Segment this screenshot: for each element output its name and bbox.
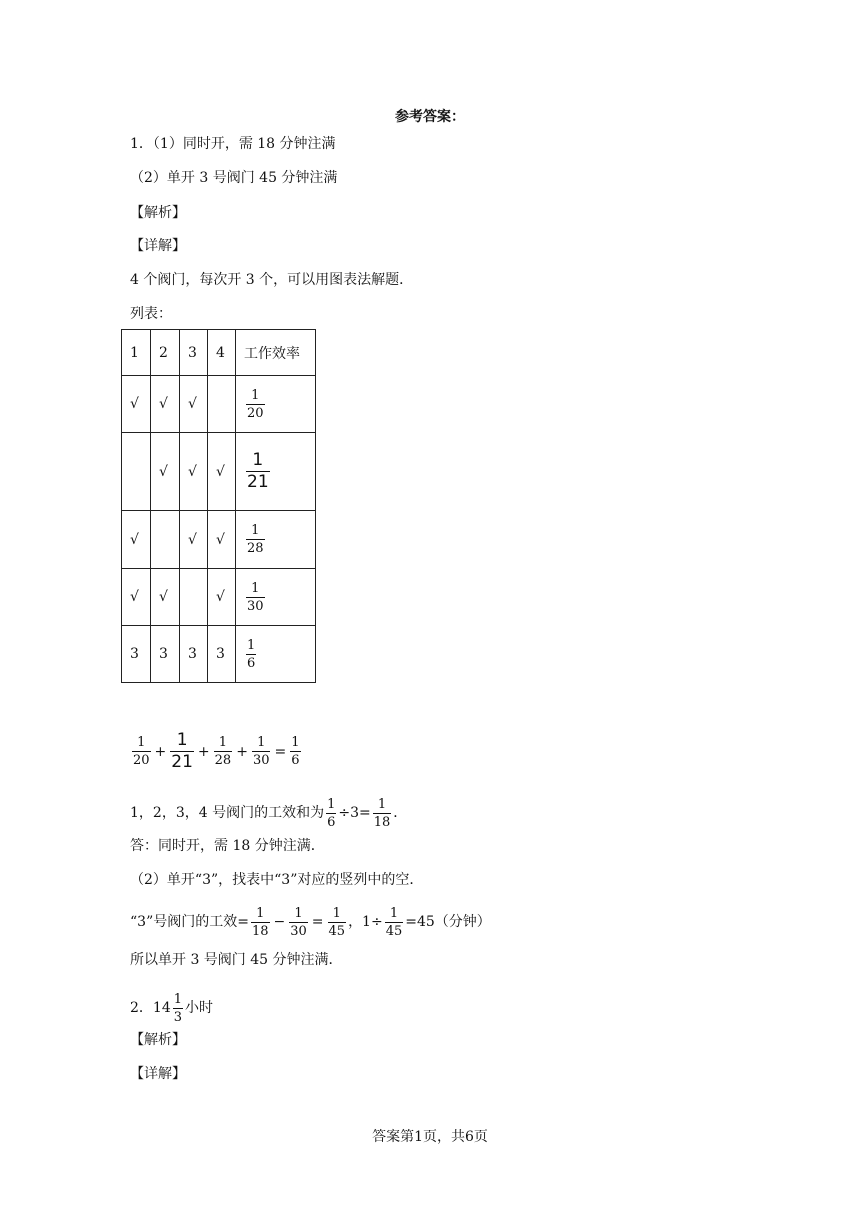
q2-detail-label: 【详解】 xyxy=(130,1066,186,1082)
separator-text: ，1÷ xyxy=(348,914,383,930)
table-cell: √ xyxy=(180,511,208,569)
table-cell: √ xyxy=(151,433,180,511)
table-cell-efficiency xyxy=(236,376,316,433)
table-cell: √ xyxy=(122,569,151,626)
fraction-denominator: 18 xyxy=(373,814,391,830)
minus-sign: − xyxy=(273,914,286,930)
table-cell: 3 xyxy=(151,626,180,683)
table-cell-efficiency xyxy=(236,626,316,683)
divide-text: ÷3= xyxy=(338,805,371,821)
fraction-denominator: 6 xyxy=(327,814,336,830)
fraction xyxy=(289,907,308,938)
table-cell: √ xyxy=(180,433,208,511)
q2-answer xyxy=(130,990,213,1026)
valve3-efficiency-line xyxy=(130,904,491,940)
fraction xyxy=(214,736,233,767)
fraction-denominator: 18 xyxy=(251,923,269,939)
fraction-numerator: 1 xyxy=(251,580,260,596)
fraction-denominator: 45 xyxy=(385,923,403,939)
fraction xyxy=(385,907,404,938)
fraction xyxy=(173,993,183,1024)
table-cell: √ xyxy=(122,511,151,569)
fraction xyxy=(170,732,194,771)
efficiency-sum-line xyxy=(130,795,407,831)
equals-sign: = xyxy=(311,914,324,930)
table-cell xyxy=(180,569,208,626)
fraction-denominator: 21 xyxy=(247,472,269,492)
table-cell: √ xyxy=(208,569,236,626)
efficiency-sum-text: 1，2，3，4 号阀门的工效和为 xyxy=(130,805,325,821)
fraction-denominator: 6 xyxy=(247,655,256,671)
valve-table xyxy=(121,329,316,683)
sum-equation xyxy=(130,732,303,771)
table-cell: 3 xyxy=(180,626,208,683)
q1-conclusion: 所以单开 3 号阀门 45 分钟注满． xyxy=(130,952,343,968)
table-cell: √ xyxy=(122,376,151,433)
table-cell: √ xyxy=(208,511,236,569)
fraction-numerator: 1 xyxy=(377,796,387,812)
fraction-denominator: 20 xyxy=(133,753,150,768)
fraction xyxy=(246,582,265,613)
fraction-denominator: 21 xyxy=(171,752,193,772)
table-cell: √ xyxy=(180,376,208,433)
table-row xyxy=(122,569,316,626)
fraction-denominator: 30 xyxy=(252,753,270,768)
fraction xyxy=(246,524,265,555)
q2-suffix: 小时 xyxy=(185,1000,214,1016)
valve3-efficiency-text: “3”号阀门的工效= xyxy=(130,914,249,930)
fraction-numerator: 1 xyxy=(256,905,265,921)
period: ． xyxy=(393,805,408,821)
fraction-numerator: 1 xyxy=(137,735,146,750)
fraction-numerator: 1 xyxy=(176,730,188,750)
fraction-denominator: 28 xyxy=(214,753,232,768)
table-header-cell: 4 xyxy=(208,330,236,376)
fraction xyxy=(246,452,270,491)
fraction-numerator: 1 xyxy=(252,450,264,470)
q2-prefix: 2．14 xyxy=(130,1000,171,1016)
fraction xyxy=(290,736,300,767)
page-title: 参考答案： xyxy=(395,109,465,125)
plus-sign: + xyxy=(154,743,167,760)
fraction-numerator: 1 xyxy=(173,991,183,1007)
table-cell xyxy=(122,433,151,511)
fraction-denominator: 6 xyxy=(291,753,300,768)
fraction-numerator: 1 xyxy=(389,905,399,921)
fraction xyxy=(251,907,270,938)
q1-analysis-label: 【解析】 xyxy=(130,205,186,221)
fraction-numerator: 1 xyxy=(294,905,303,921)
q1-answer-2: （2）单开 3 号阀门 45 分钟注满 xyxy=(130,170,338,186)
fraction xyxy=(246,389,265,420)
table-cell: √ xyxy=(151,569,180,626)
fraction-numerator: 1 xyxy=(218,735,228,750)
fraction-denominator: 30 xyxy=(290,923,307,939)
fraction xyxy=(328,907,347,938)
table-header-cell: 工作效率 xyxy=(236,330,316,376)
fraction-denominator: 28 xyxy=(247,541,264,556)
plus-sign: + xyxy=(197,743,210,760)
fraction xyxy=(252,736,271,767)
fraction xyxy=(326,798,336,829)
q2-analysis-label: 【解析】 xyxy=(130,1032,186,1048)
table-cell: 3 xyxy=(122,626,151,683)
fraction xyxy=(132,736,151,767)
fraction-denominator: 45 xyxy=(328,923,346,939)
result-text: =45（分钟） xyxy=(405,914,491,930)
fraction xyxy=(246,639,256,670)
table-header-cell: 3 xyxy=(180,330,208,376)
q1-detail-label: 【详解】 xyxy=(130,238,186,254)
table-cell-efficiency xyxy=(236,433,316,511)
fraction-numerator: 1 xyxy=(251,387,260,403)
fraction-numerator: 1 xyxy=(251,523,260,538)
table-cell: √ xyxy=(151,376,180,433)
fraction-denominator: 20 xyxy=(247,405,264,421)
q1-answer-statement: 答：同时开，需 18 分钟注满． xyxy=(130,838,325,854)
q1-answer-1: 1．（1）同时开，需 18 分钟注满 xyxy=(130,136,336,152)
table-row xyxy=(122,626,316,683)
table-header-cell: 1 xyxy=(122,330,151,376)
fraction-numerator: 1 xyxy=(332,905,341,921)
fraction-denominator: 30 xyxy=(247,598,264,614)
table-row xyxy=(122,511,316,569)
table-cell-efficiency xyxy=(236,511,316,569)
fraction-numerator: 1 xyxy=(291,735,300,750)
fraction-numerator: 1 xyxy=(247,637,256,653)
table-cell-efficiency xyxy=(236,569,316,626)
table-row xyxy=(122,433,316,511)
table-cell: 3 xyxy=(208,626,236,683)
table-header-cell: 2 xyxy=(151,330,180,376)
q1-part2: （2）单开“3”，找表中“3”对应的竖列中的空． xyxy=(130,872,424,888)
equals-sign: = xyxy=(274,743,287,760)
fraction-numerator: 1 xyxy=(257,735,266,750)
q1-list-label: 列表： xyxy=(130,306,172,322)
fraction-denominator: 3 xyxy=(173,1009,183,1025)
table-cell xyxy=(208,376,236,433)
fraction xyxy=(373,798,392,829)
table-cell: √ xyxy=(208,433,236,511)
fraction-numerator: 1 xyxy=(327,796,336,812)
plus-sign: + xyxy=(236,743,248,760)
table-row xyxy=(122,376,316,433)
table-header-row xyxy=(122,330,316,376)
page-footer: 答案第1页，共6页 xyxy=(372,1129,488,1145)
table-cell xyxy=(151,511,180,569)
q1-intro: 4 个阀门，每次开 3 个，可以用图表法解题． xyxy=(130,272,414,288)
